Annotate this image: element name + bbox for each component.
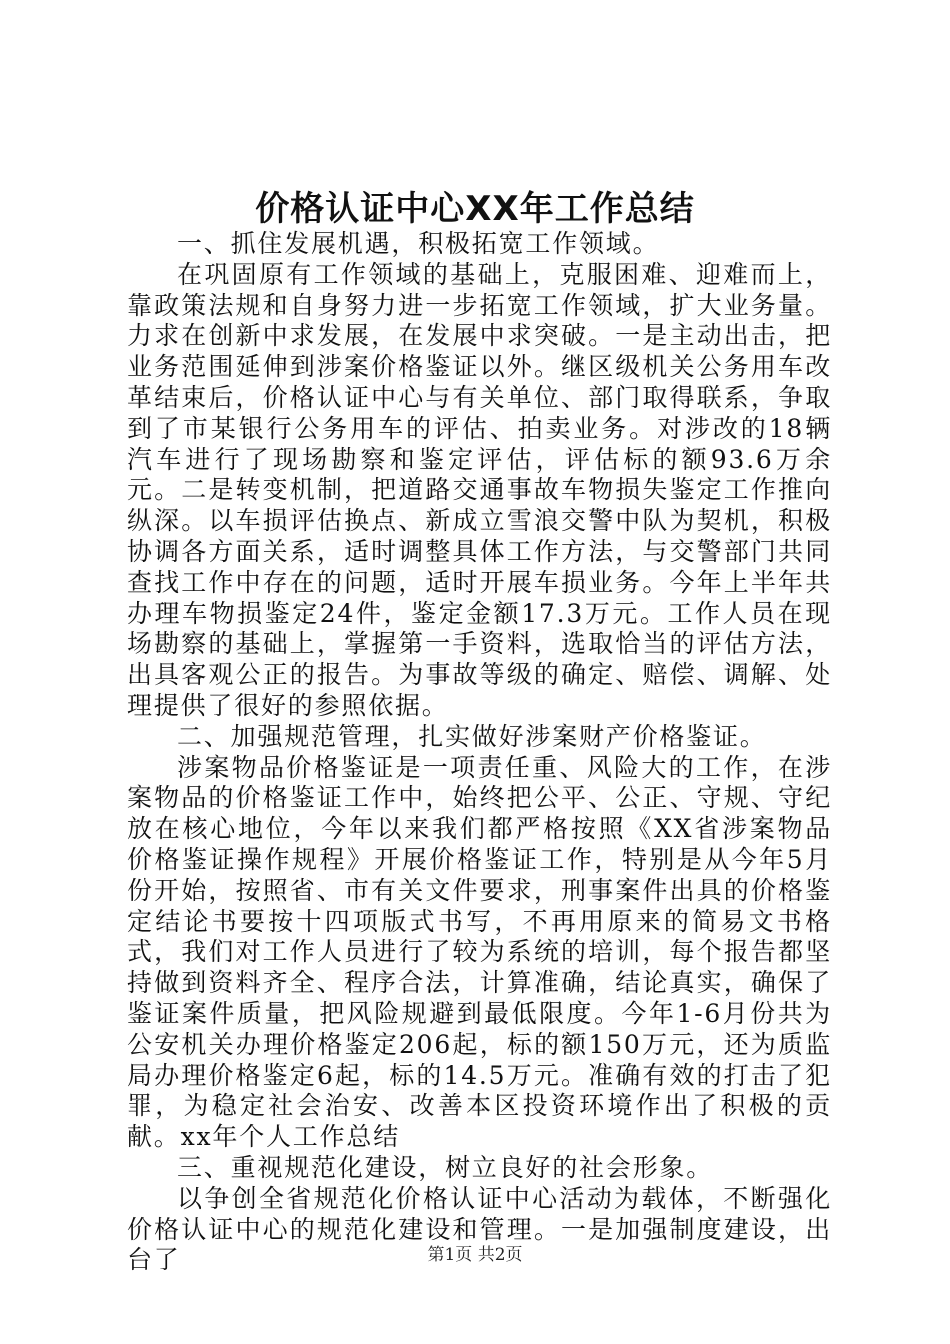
section-heading-3: 三、重视规范化建设，树立良好的社会形象。: [177, 1152, 714, 1182]
body-paragraph-1: 在巩固原有工作领域的基础上，克服困难、迎难而上，靠政策法规和自身努力进一步拓宽工作领域，扩大业务量。力求在创新中求发展，在发展中求突破。一是主动出击，把业务范围延伸到涉案价格鉴证以外。继区级机关公务用车改革结束后，价格认证中心与有关单位、部门取得联系，争取到了市某银行公务用车的评估、拍卖业务。对涉改的18辆汽车进行了现场勘察和鉴定评估，评估标的额93.6万余元。二是转变机制，把道路交通事故车物损失鉴定工作推向纵深。以车损评估换点、新成立雪浪交警中队为契机，积极协调各方面关系，适时调整具体工作方法，与交警部门共同查找工作中存在的问题，适时开展车损业务。今年上半年共办理车物损鉴定24件，鉴定金额17.3万元。工作人员在现场勘察的基础上，掌握第一手资料，选取恰当的评估方法，出具客观公正的报告。为事故等级的确定、赔偿、调解、处理提供了很好的参照依据。: [127, 259, 832, 720]
body-paragraph-2: 涉案物品价格鉴证是一项责任重、风险大的工作，在涉案物品的价格鉴证工作中，始终把公平、公正、守规、守纪放在核心地位，今年以来我们都严格按照《XX省涉案物品价格鉴证操作规程》开展价格鉴证工作，特别是从今年5月份开始，按照省、市有关文件要求，刑事案件出具的价格鉴定结论书要按十四项版式书写，不再用原来的简易文书格式，我们对工作人员进行了较为系统的培训，每个报告都坚持做到资料齐全、程序合法，计算准确，结论真实，确保了鉴证案件质量，把风险规避到最低限度。今年1-6月份共为公安机关办理价格鉴定206起，标的额150万元，还为质监局办理价格鉴定6起，标的14.5万元。准确有效的打击了犯罪，为稳定社会治安、改善本区投资环境作出了积极的贡献。xx年个人工作总结: [127, 752, 832, 1152]
section-heading-1: 一、抓住发展机遇，积极拓宽工作领域。: [177, 229, 660, 258]
body-paragraph-3: 以争创全省规范化价格认证中心活动为载体，不断强化价格认证中心的规范化建设和管理。一是加强制度建设，出台了: [127, 1183, 832, 1275]
page-number-footer: 第1页 共2页: [427, 1245, 523, 1265]
document-title: 价格认证中心XX年工作总结: [255, 189, 695, 229]
section-heading-2: 二、加强规范管理，扎实做好涉案财产价格鉴证。: [177, 721, 767, 751]
document-body: [127, 229, 832, 1276]
